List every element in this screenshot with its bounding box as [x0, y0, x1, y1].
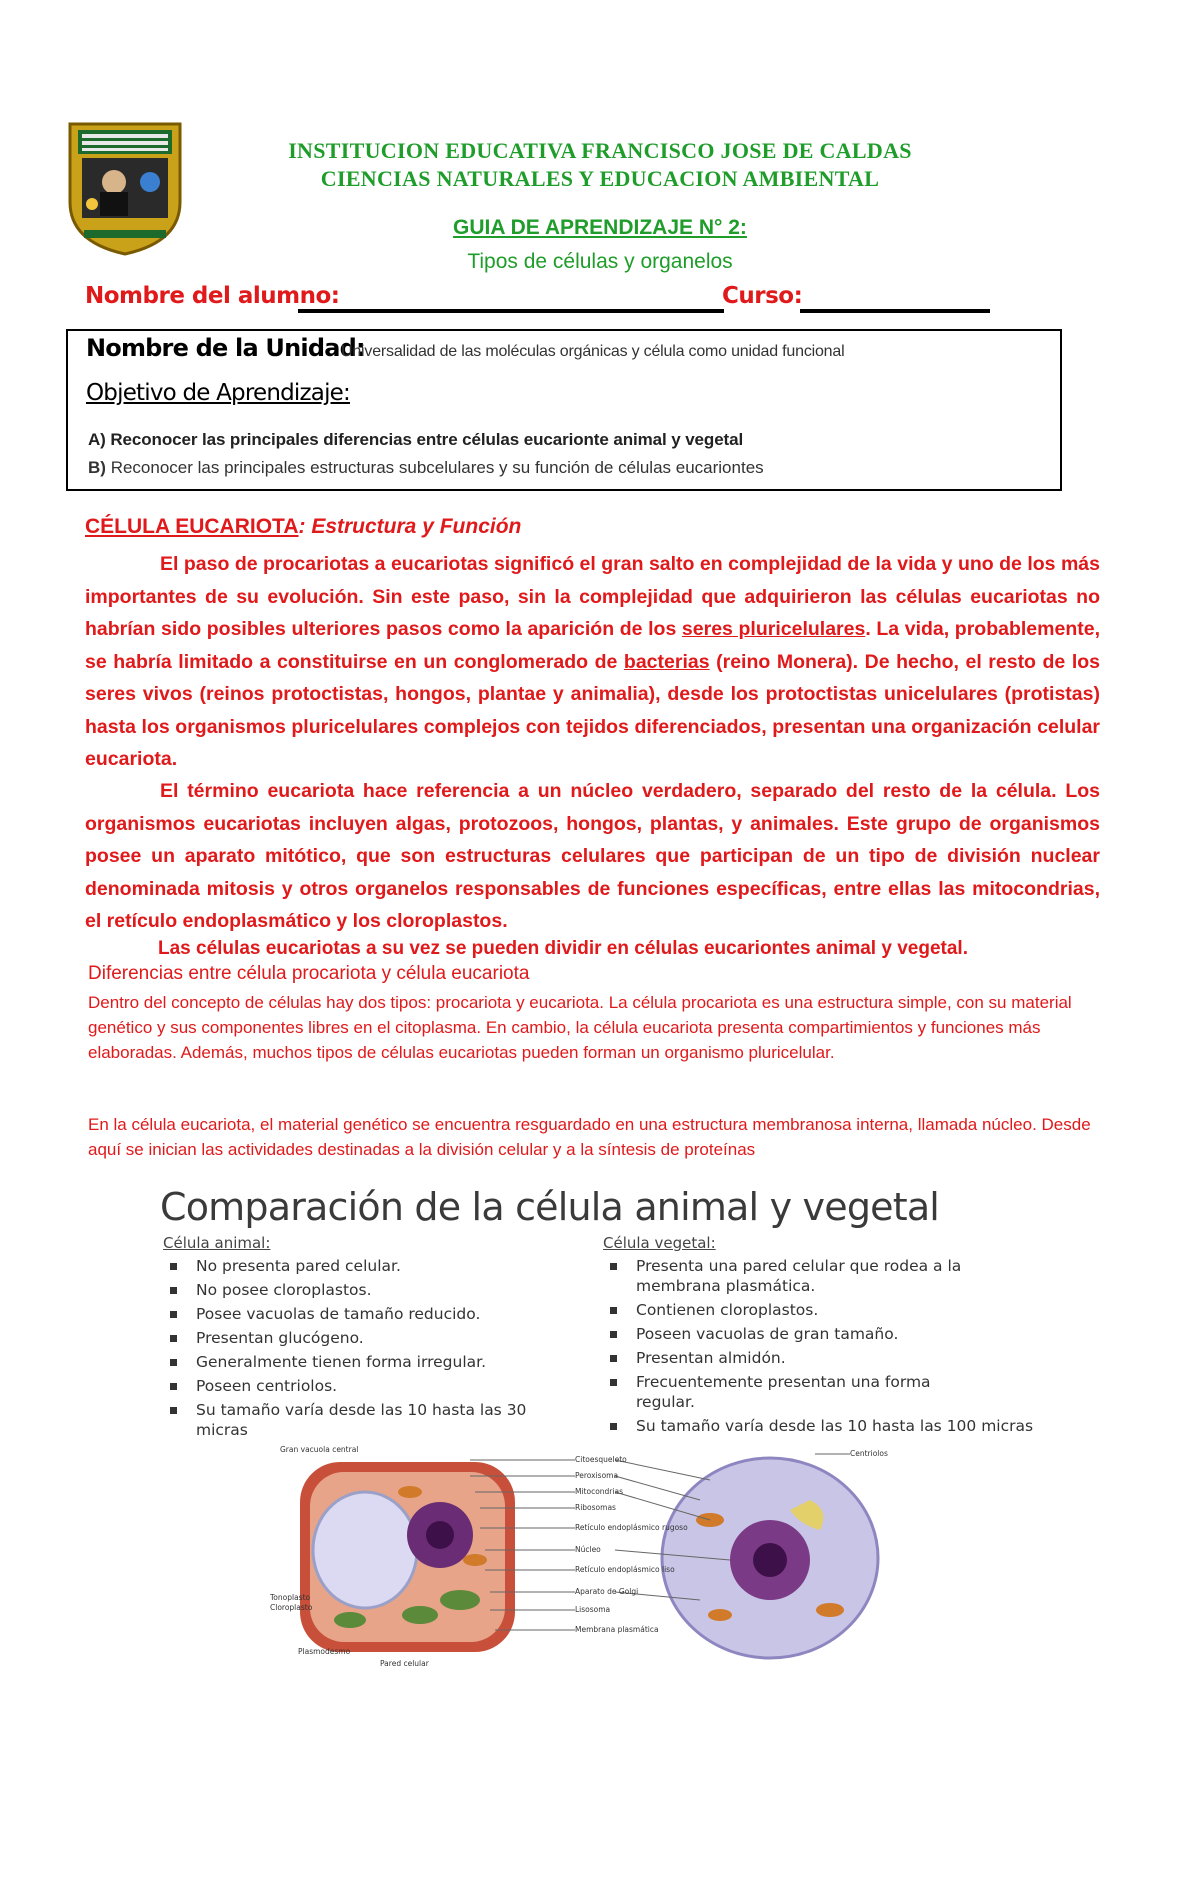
list-item: Poseen vacuolas de gran tamaño. [600, 1324, 1020, 1344]
unit-label: Nombre de la Unidad: [86, 334, 365, 362]
student-name-label: Nombre del alumno: [85, 283, 340, 309]
student-name-line [298, 309, 724, 313]
label-citoesqueleto: Citoesqueleto [575, 1455, 627, 1464]
section-title-main: CÉLULA EUCARIOTA [85, 515, 299, 538]
label-reticulo-rugoso: Retículo endoplásmico rugoso [575, 1523, 688, 1532]
list-item: Contienen cloroplastos. [600, 1300, 1020, 1320]
paragraph-1-part-a: El paso de procariotas a eucariotas significó el gran salto en complejidad de la vida y uno de los más importantes de su evolución. Sin este paso, sin la complejidad que adquirieron las células eucariotas no habrían sido posibles ulteriores pasos como la aparición de los [85, 553, 1100, 640]
subject-name: CIENCIAS NATURALES Y EDUCACION AMBIENTAL [320, 166, 880, 191]
course-label: Curso: [722, 283, 803, 309]
link-bacterias[interactable]: bacterias [623, 650, 710, 673]
label-golgi: Aparato de Golgi [575, 1587, 639, 1596]
link-seres-pluricelulares[interactable]: seres pluricelulares [681, 618, 866, 640]
guide-title: GUIA DE APRENDIZAJE N° 2: [453, 216, 747, 239]
paragraph-1-part-c: (reino Monera). De hecho, el resto de los seres vivos (reinos protoctistas, hongos, plantae y animalia), desde los protoctistas unicelulares (protistas) hasta los organismos pluricelulares complejos con tejidos diferenciados, presentan una organización celular eucariota. [85, 650, 1100, 770]
list-item: Presentan glucógeno. [160, 1328, 580, 1348]
label-plasmodesmo: Plasmodesmo [298, 1647, 351, 1656]
objective-a-letter: A) [88, 430, 106, 449]
animal-cell-heading: Célula animal: [163, 1234, 271, 1252]
plant-cell-illustration [300, 1462, 515, 1652]
label-ribosomas: Ribosomas [575, 1503, 616, 1512]
paragraph-2: El término eucariota hace referencia a un núcleo verdadero, separado del resto de la célula. Los organismos eucariotas incluyen algas, protozoos, hongos, plantas, y animales. Este grupo de organismos posee un aparato mitótico, que son estructuras celulares que participan de un tipo de división nuclear denominada mitosis y otros organelos responsables de funciones específicas, entre ellas las mitocondrias, el retículo endoplasmático y los cloroplastos. [85, 780, 1100, 932]
label-pared: Pared celular [380, 1659, 429, 1668]
paragraph-6: En la célula eucariota, el material genético se encuentra resguardado en una estructura membranosa interna, llamada núcleo. Desde aquí se inician las actividades destinadas a la división celular y a la síntesis de proteínas [88, 1115, 1091, 1159]
label-reticulo-liso: Retículo endoplásmico liso [575, 1565, 675, 1574]
list-item: Frecuentemente presentan una forma regular. [600, 1372, 966, 1412]
objective-a [88, 430, 743, 450]
list-item: Presentan almidón. [600, 1348, 1020, 1368]
label-membrana: Membrana plasmática [575, 1625, 659, 1634]
cell-diagram [270, 1440, 910, 1670]
paragraph-1-part-b: . La vida, probablemente, se habría limitado a constituirse en un conglomerado de [85, 618, 1100, 673]
list-item: Generalmente tienen forma irregular. [160, 1352, 580, 1372]
differences-heading: Diferencias entre célula procariota y célula eucariota [88, 963, 530, 984]
school-crest-logo [62, 118, 188, 256]
label-mitocondrias: Mitocondrias [575, 1487, 623, 1496]
list-item: No posee cloroplastos. [160, 1280, 580, 1300]
label-lisosoma: Lisosoma [575, 1605, 611, 1614]
list-item: Poseen centriolos. [160, 1376, 580, 1396]
institution-name: INSTITUCION EDUCATIVA FRANCISCO JOSE DE CALDAS [288, 138, 912, 163]
label-tonoplasto: Tonoplasto [270, 1593, 311, 1602]
paragraph-5: Dentro del concepto de células hay dos tipos: procariota y eucariota. La célula procariota es una estructura simple, con su material genético y sus componentes libres en el citoplasma. En cambio, la célula eucariota presenta compartimientos y funciones más elaboradas. Además, muchos tipos de células eucariotas pueden forman un organismo pluricelular. [88, 993, 1072, 1062]
paragraph-3: Las células eucariotas a su vez se pueden dividir en células eucariontes animal y vegetal. [158, 938, 968, 959]
course-line [800, 309, 990, 313]
label-nucleo: Núcleo [575, 1545, 601, 1554]
label-cloroplasto: Cloroplasto [270, 1603, 313, 1612]
list-item: Su tamaño varía desde las 10 hasta las 100 micras [600, 1416, 1036, 1436]
list-item: No presenta pared celular. [160, 1256, 580, 1276]
paragraph-1 [85, 548, 1100, 776]
animal-cell-illustration [662, 1458, 878, 1658]
comparison-title: Comparación de la célula animal y vegetal [160, 1185, 940, 1229]
list-item: Su tamaño varía desde las 10 hasta las 30 micras [160, 1400, 536, 1440]
objective-label: Objetivo de Aprendizaje: [86, 380, 350, 406]
label-gran-vacuola: Gran vacuola central [280, 1445, 359, 1454]
objective-b-text: Reconocer las principales estructuras subcelulares y su función de células eucariontes [110, 458, 764, 477]
plant-cell-list [600, 1256, 1034, 1440]
list-item: Posee vacuolas de tamaño reducido. [160, 1304, 580, 1324]
objective-a-text: Reconocer las principales diferencias entre células eucarionte animal y vegetal [110, 430, 744, 449]
list-item: Presenta una pared celular que rodea a la membrana plasmática. [600, 1256, 966, 1296]
objective-b-letter: B) [88, 458, 106, 477]
plant-cell-heading: Célula vegetal: [603, 1234, 716, 1252]
section-title [85, 515, 521, 539]
objective-b [88, 458, 764, 478]
guide-subtitle: Tipos de células y organelos [467, 250, 733, 273]
unit-value: Universalidad de las moléculas orgánicas y célula como unidad funcional [341, 343, 845, 360]
animal-cell-list [160, 1256, 580, 1444]
label-peroxisoma: Peroxisoma [575, 1471, 619, 1480]
section-title-sub: : Estructura y Función [298, 515, 522, 538]
label-centriolos: Centriolos [850, 1449, 888, 1458]
